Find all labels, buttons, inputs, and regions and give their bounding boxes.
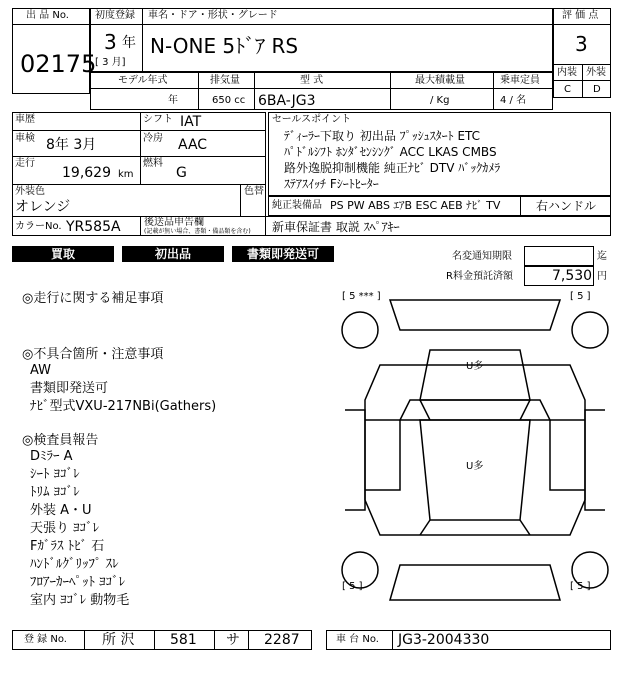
name-change-box	[524, 246, 594, 266]
ext-color-label: 外装色	[15, 186, 45, 197]
fuel-label: 燃料	[143, 158, 163, 169]
color-no-label: カラーNo.	[15, 221, 62, 232]
name-change-unit: 迄	[597, 251, 607, 262]
ac-value: AAC	[178, 137, 208, 153]
capacity-value: 4 / 名	[500, 95, 527, 106]
reg-year: 3	[104, 30, 117, 54]
lot-number: 02175	[20, 50, 97, 78]
inspector-item: ﾊﾝﾄﾞﾙｸﾞﾘｯﾌﾟ ｽﾚ	[30, 557, 119, 572]
equip-label: 純正装備品	[272, 200, 322, 211]
max-load-value: / Kg	[430, 95, 450, 106]
inspector-item: 天張り ﾖｺﾞﾚ	[30, 521, 100, 536]
chassis-value: JG3-2004330	[398, 632, 490, 648]
score-value: 3	[575, 32, 588, 56]
max-load-label: 最大積載量	[415, 75, 465, 86]
reg-footer-label: 登 録 No.	[24, 634, 67, 645]
inspector-item: 室内 ﾖｺﾞﾚ 動物毛	[30, 593, 130, 608]
sales-line-1: ﾃﾞｨｰﾗｰ下取り 初出品 ﾌﾟｯｼｭｽﾀｰﾄ ETC	[284, 129, 481, 143]
fuel-value: G	[176, 165, 187, 181]
recycle-label: R料金預託済額	[446, 271, 513, 282]
reg-year-unit: 年	[122, 35, 136, 51]
car-diagram	[340, 290, 610, 620]
exterior-grade: D	[593, 84, 601, 95]
hood-mark: U多	[466, 461, 484, 472]
sales-line-3: 路外逸脱抑制機能 純正ﾅﾋﾞ DTV ﾊﾞｯｸｶﾒﾗ	[284, 161, 501, 175]
mileage-unit: km	[118, 169, 134, 180]
inspector-item: ﾄﾘﾑ ﾖｺﾞﾚ	[30, 485, 80, 500]
type-value: 6BA-JG3	[258, 93, 316, 109]
tag-kaitori: 買取	[12, 246, 114, 262]
reg-month: [ 3 月]	[95, 57, 126, 68]
name-change-label: 名変通知期限	[452, 251, 512, 262]
tag-first-listing: 初出品	[122, 246, 224, 262]
color-no-value: YR585A	[66, 219, 121, 235]
inspector-item: Fｶﾞﾗｽ ﾄﾋﾞ 石	[30, 539, 105, 554]
reg-num: 2287	[264, 632, 300, 648]
displacement-label: 排気量	[210, 75, 240, 86]
defect-item: ﾅﾋﾞ型式VXU-217NBi(Gathers)	[30, 399, 217, 414]
tire-label-bottom-left: [ 5 ]	[342, 581, 363, 592]
after-parts-note: (記載が無い場合、書類・備品類を含む)	[144, 228, 251, 235]
sales-line-4: ｽﾃｱｽｲｯﾁ Fｼｰﾄﾋｰﾀｰ	[284, 177, 379, 191]
model-year-label: モデル年式	[118, 75, 168, 86]
equip-value: PS PW ABS ｴｱB ESC AEB ﾅﾋﾞ TV	[330, 199, 501, 212]
inspector-item: ｼｰﾄ ﾖｺﾞﾚ	[30, 467, 80, 482]
history-label: 車歴	[15, 114, 35, 125]
roof-mark: U多	[466, 361, 484, 372]
color-change-label: 色替	[244, 186, 264, 197]
ac-label: 冷房	[143, 133, 163, 144]
reg-label: 初度登録	[95, 10, 135, 21]
lot-label: 出 品 No.	[26, 10, 69, 21]
exterior-label: 外装	[586, 67, 606, 78]
inspection-value: 8年 3月	[46, 137, 97, 153]
defect-item: 書類即発送可	[30, 381, 109, 396]
score-label: 評 価 点	[562, 10, 599, 21]
after-parts-label: 後送品申告欄	[144, 217, 204, 228]
reg-kana: サ	[226, 632, 240, 648]
mileage-value: 19,629	[62, 165, 111, 181]
inspection-label: 車検	[15, 133, 35, 144]
capacity-label: 乗車定員	[500, 75, 540, 86]
ext-color-value: オレンジ	[15, 199, 71, 215]
mileage-label: 走行	[15, 158, 35, 169]
handle-value: 右ハンドル	[536, 199, 597, 213]
inspector-item: 外装 A・U	[30, 503, 92, 518]
inspector-item: ﾌﾛｱｰｶｰﾍﾟｯﾄ ﾖｺﾞﾚ	[30, 575, 126, 590]
supplement-title: ◎走行に関する補足事項	[22, 291, 164, 306]
tire-label-top-right: [ 5 ]	[570, 291, 591, 302]
interior-label: 内装	[557, 67, 577, 78]
model-year-unit: 年	[168, 95, 178, 106]
sales-line-2: ﾊﾟﾄﾞﾙｼﾌﾄ ﾎﾝﾀﾞｾﾝｼﾝｸﾞ ACC LKAS CMBS	[284, 145, 497, 159]
reg-class: 581	[170, 632, 197, 648]
tag-docs: 書類即発送可	[232, 246, 334, 262]
defect-item: AW	[30, 363, 52, 378]
chassis-label: 車 台 No.	[336, 634, 379, 645]
inspector-item: Dﾐﾗｰ A	[30, 449, 73, 464]
interior-grade: C	[564, 84, 571, 95]
inspector-title: ◎検査員報告	[22, 433, 99, 448]
warranty-value: 新車保証書 取説 ｽﾍﾟｱｷｰ	[272, 220, 400, 234]
recycle-value: 7,530	[552, 268, 593, 284]
car-name: N-ONE 5ﾄﾞｱ RS	[150, 34, 299, 58]
shift-value: IAT	[180, 114, 202, 130]
tire-label-top-left: [ 5 *** ]	[342, 291, 381, 302]
sales-label: セールスポイント	[272, 114, 352, 125]
defects-title: ◎不具合箇所・注意事項	[22, 347, 164, 362]
displacement-value: 650 cc	[212, 95, 246, 106]
shift-label: シフト	[143, 114, 173, 125]
reg-area: 所 沢	[102, 632, 135, 648]
tire-label-bottom-right: [ 5 ]	[570, 581, 591, 592]
name-label: 車名・ドア・形状・グレード	[148, 10, 278, 21]
type-label: 型 式	[300, 75, 324, 86]
recycle-unit: 円	[597, 271, 607, 282]
